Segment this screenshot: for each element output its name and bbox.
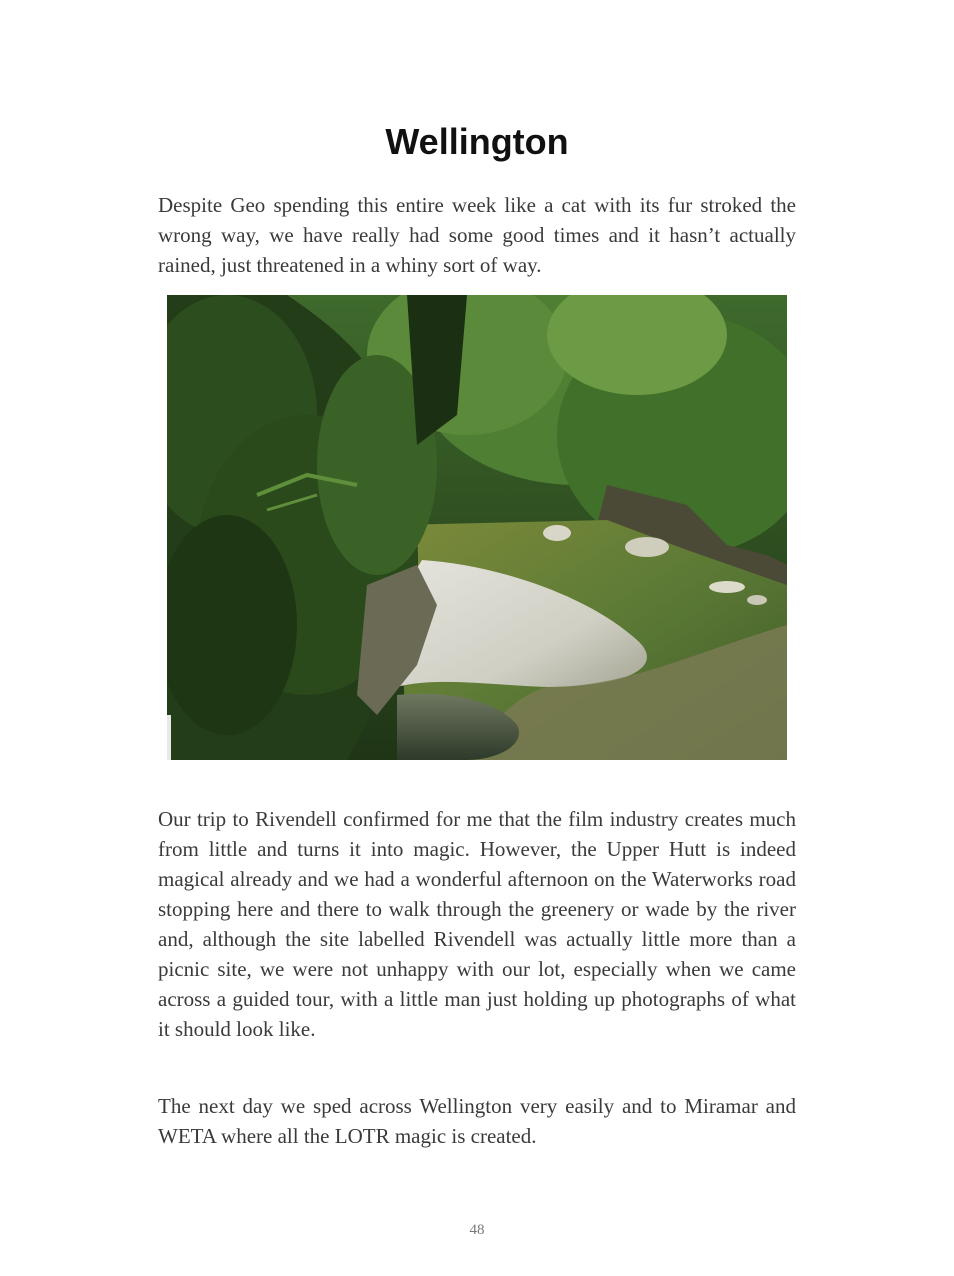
paragraph-intro: Despite Geo spending this entire week like a cat with its fur stroked the wrong way, we have really had some good times and it hasn’t actually rained, just threatened in a whiny sort of way.: [158, 193, 796, 277]
page-title: Wellington: [385, 121, 569, 162]
page-number: 48: [469, 1222, 485, 1238]
paragraph-rivendell: Our trip to Rivendell confirmed for me that the film industry creates much from little and turns it into magic. However, the Upper Hutt is indeed magical already and we had a wonderful afternoon on the Waterworks road stopping here and there to walk through the greenery or wade by the river and, although the site labelled Rivendell was actually little more than a picnic site, we were not unhappy with our lot, especially when we came across a guided tour, with a little man just holding up photographs of what it should look like.: [158, 807, 796, 1041]
paragraph-weta: The next day we sped across Wellington very easily and to Miramar and WETA where all the LOTR magic is created.: [158, 1094, 796, 1148]
river-forest-photo: [167, 295, 787, 760]
